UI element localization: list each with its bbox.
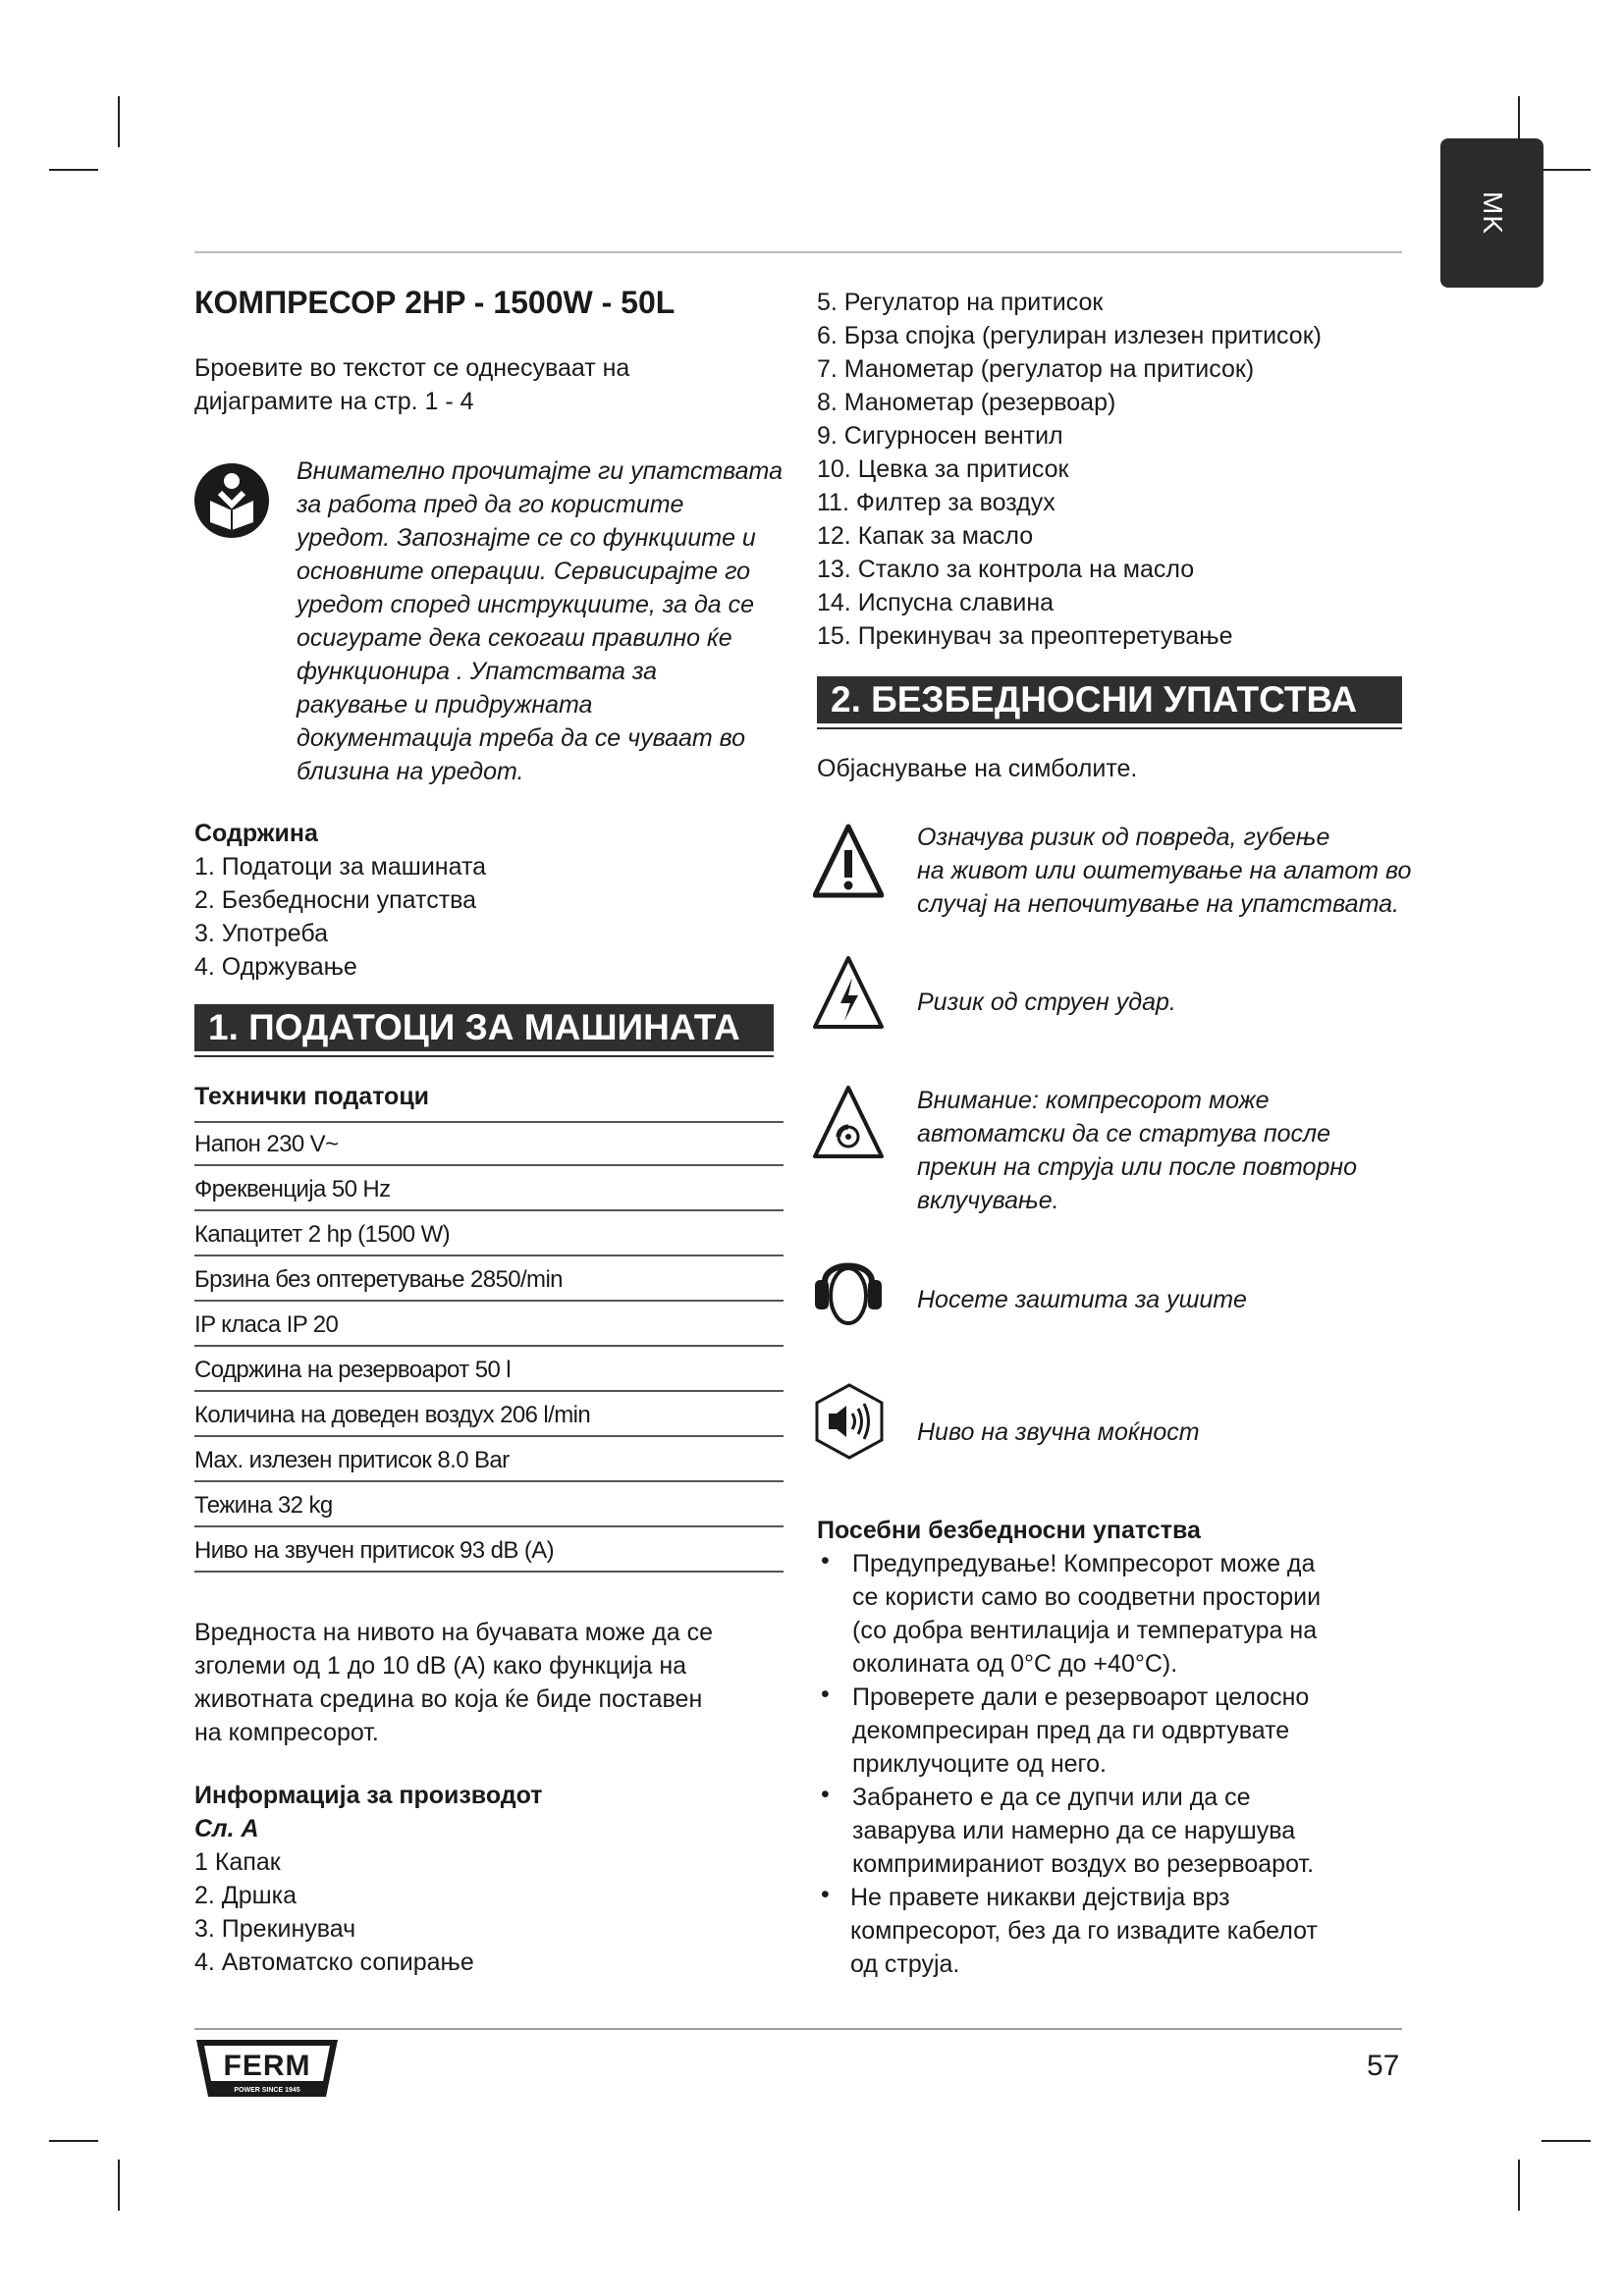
list-item: 4. Автоматско сопирање [194, 1949, 474, 1976]
table-row: Max. излезен притисок 8.0 Bar [194, 1439, 784, 1482]
ferm-logo [194, 2038, 340, 2099]
logo-text: FERM [223, 2050, 311, 2082]
safety-bullet: Забрането е да се дупчи или да се заварува или намерно да се нарушува компримираниот воздух во резервоарот. [852, 1784, 1315, 1878]
figure-label: Сл. A [194, 1815, 259, 1842]
table-row: Капацитет 2 hp (1500 W) [194, 1213, 784, 1256]
safety-bullet: Проверете дали е резервоарот целосно декомпресиран пред да ги одвртувате приклучоците од него. [852, 1683, 1310, 1778]
list-item: 11. Филтер за воздух [817, 489, 1056, 516]
bullet-marker: • [821, 1681, 830, 1708]
bullet-marker: • [821, 1547, 830, 1575]
section1-banner: 1. ПОДАТОЦИ ЗА МАШИНАТА [194, 1004, 774, 1051]
parts-list [817, 286, 1322, 653]
list-item: 7. Манометар (регулатор на притисок) [817, 355, 1255, 383]
table-row: Ниво на звучен притисок 93 dB (A) [194, 1529, 784, 1573]
crop-mark [1542, 2140, 1591, 2142]
symbol-text: Внимание: компресорот може автоматски да се стартува после прекин на струја или после повторно вклучување. [917, 1087, 1358, 1214]
list-item: 5. Регулатор на притисок [817, 289, 1104, 316]
special-safety-heading: Посебни безбедносни упатства [817, 1517, 1201, 1544]
language-tab [1440, 138, 1543, 288]
crop-mark [1542, 169, 1591, 171]
table-row: Содржина на резервоарот 50 l [194, 1349, 784, 1392]
bullet-marker: • [821, 1881, 830, 1908]
contents-block [194, 817, 486, 984]
list-item: 14. Испусна славина [817, 589, 1055, 616]
list-item: 2. Дршка [194, 1882, 298, 1909]
auto-start-warning-icon [813, 1084, 884, 1162]
crop-mark [118, 96, 120, 147]
symbol-text: Ниво на звучна моќност [917, 1418, 1200, 1446]
warning-triangle-icon [813, 823, 884, 901]
table-row: Напон 230 V~ [194, 1123, 784, 1166]
top-divider [194, 251, 1402, 253]
safety-bullet: Предупредување! Компресорот може да се користи само во соодветни простории (со добра вентилација и температура на околината од 0°C до +40°C). [852, 1550, 1322, 1678]
symbol-text: Означува ризик од повреда, губење на живот или оштетување на алатот во случај на непочитување на упатствата. [917, 824, 1412, 918]
list-item: 1 Капак [194, 1848, 281, 1876]
table-row: Брзина без оптеретување 2850/min [194, 1258, 784, 1302]
sound-power-icon [813, 1382, 886, 1461]
table-row: Фреквенција 50 Hz [194, 1168, 784, 1211]
contents-item: 4. Одржување [194, 953, 357, 981]
list-item: 3. Прекинувач [194, 1915, 356, 1943]
list-item: 6. Брза спојка (регулиран излезен притисок) [817, 322, 1322, 349]
table-row: IP класа IP 20 [194, 1304, 784, 1347]
manual-notice: Внимателно прочитајте ги упатствата за работа пред да го користите уредот. Запознајте се со функциите и основните операции. Сервисирајте го уредот според инструкциите, за да се осигурате дека секогаш правилно ќе функционира . Упатствата за ракување и придружната документација треба да се чуваат во близина на уредот. [297, 457, 784, 785]
page-number: 57 [1367, 2050, 1400, 2082]
list-item: 12. Капак за масло [817, 522, 1034, 550]
crop-mark [49, 169, 98, 171]
list-item: 10. Цевка за притисок [817, 455, 1069, 483]
contents-item: 3. Употреба [194, 920, 329, 947]
product-info-heading: Информација за производот [194, 1782, 543, 1809]
symbol-text: Носете заштита за ушите [917, 1286, 1247, 1313]
list-item: 13. Стакло за контрола на масло [817, 556, 1195, 583]
symbols-intro: Објаснување на симболите. [817, 755, 1138, 782]
page-title: КОМПРЕСОР 2HP - 1500W - 50L [194, 285, 676, 320]
table-row: Количина на доведен воздух 206 l/min [194, 1394, 784, 1437]
language-code: MK [1477, 191, 1508, 235]
crop-mark [49, 2140, 98, 2142]
bottom-divider [194, 2028, 1402, 2030]
list-item: 9. Сигурносен вентил [817, 422, 1063, 450]
crop-mark [1518, 2160, 1520, 2211]
symbol-text: Ризик од струен удар. [917, 988, 1176, 1016]
section2-banner: 2. БЕЗБЕДНОСНИ УПАТСТВА [817, 676, 1402, 723]
ear-protection-icon [811, 1253, 886, 1331]
contents-heading: Содржина [194, 820, 318, 847]
safety-bullet: Не правете никакви дејствија врз компресорот, без да го извадите кабелот од струја. [850, 1884, 1318, 1978]
read-manual-icon [192, 461, 271, 540]
product-info [194, 1779, 543, 1979]
contents-item: 2. Безбедносни упатства [194, 886, 477, 914]
noise-note: Вредноста на нивото на бучавата може да се зголеми од 1 до 10 dB (A) како функција на животната средина во која ќе биде поставен на компресорот. [194, 1619, 714, 1746]
intro-text: Броевите во текстот се однесуваат на дијаграмите на стр. 1 - 4 [194, 354, 630, 415]
list-item: 8. Манометар (резервоар) [817, 389, 1116, 416]
contents-item: 1. Податоци за машината [194, 853, 487, 881]
crop-mark [118, 2160, 120, 2211]
tech-heading: Технички податоци [194, 1083, 430, 1110]
electric-shock-icon [813, 954, 884, 1033]
table-row: Тежина 32 kg [194, 1484, 784, 1527]
bullet-marker: • [821, 1781, 830, 1808]
list-item: 15. Прекинувач за преоптеретување [817, 622, 1233, 650]
logo-tagline: POWER SINCE 1945 [234, 2087, 300, 2094]
